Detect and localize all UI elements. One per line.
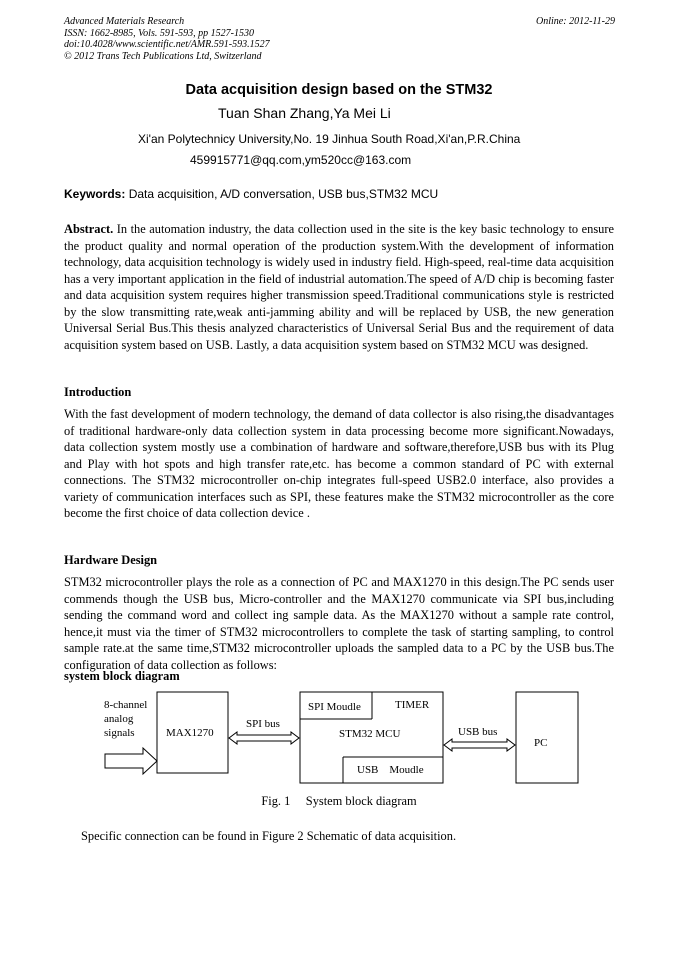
spi-bus-label: SPI bus <box>246 718 280 730</box>
input-label-line2: analog <box>104 713 134 725</box>
input-label-line1: 8-channel <box>104 699 148 711</box>
keywords-label: Keywords: <box>64 187 126 201</box>
copyright: © 2012 Trans Tech Publications Ltd, Switzerland <box>64 50 262 62</box>
hardware-text: STM32 microcontroller plays the role as a connection of PC and MAX1270 in this design.The PC sends user commends though the USB bus, Micro-controller and the MAX1270 communicate via SPI bus,including sending the command word and collect ing sample data. As the MAX1270 without a sample rate control, hence,it must via the timer of STM32 microcontrollers to complete the task of starting sampling, to control sample rate.at the same time,STM32 microcontroller uploads the sampled data to a PC by the USB bus.The configuration of data collection as follows: <box>64 575 614 672</box>
abstract-label: Abstract. <box>64 222 114 236</box>
usb-bus-label: USB bus <box>458 726 498 738</box>
spi-module-label: SPI Moudle <box>308 701 361 713</box>
mcu-label: STM32 MCU <box>339 728 401 740</box>
introduction-heading: Introduction <box>64 385 132 399</box>
doi: doi:10.4028/www.scientific.net/AMR.591-593.1527 <box>64 39 270 50</box>
figure-caption: Fig. 1 System block diagram <box>261 794 417 808</box>
block-diagram-subheading: system block diagram <box>64 669 180 683</box>
affiliation: Xi'an Polytechnicy University,No. 19 Jinhua South Road,Xi'an,P.R.China <box>138 132 521 146</box>
abstract-text: In the automation industry, the data collection used in the site is the key basic technology to ensure the product quality and normal operation of the production system.With the development of information technology, data acquisition technology is widely used in industry field. High-speed, real-time data acquisition has a very important application in the field of industrial automation.The speed of A/D chip is becoming faster and data acquisition system requires higher transmission speed.Traditional communications style is restricted by the slow transmitting rate,weak anti-jamming ability and will be replaced by USB, the new generation Universal Serial Bus.This thesis analyzed characteristics of Universal Serial Bus and the requirement of data acquisition system based on USB. Lastly, a data acquisition system based on STM32 MCU was designed. <box>64 222 614 352</box>
input-arrow-icon <box>105 748 157 774</box>
paper-title: Data acquisition design based on the STM32 <box>185 82 493 98</box>
max1270-label: MAX1270 <box>166 727 214 739</box>
usb-module-label: USB Moudle <box>357 764 424 776</box>
usb-bus-arrow-icon <box>444 739 515 751</box>
timer-label: TIMER <box>395 699 430 711</box>
online-date: Online: 2012-11-29 <box>536 16 615 27</box>
closing-sentence: Specific connection can be found in Figure 2 Schematic of data acquisition. <box>81 829 457 843</box>
input-label-line3: signals <box>104 727 135 739</box>
keywords-text: Data acquisition, A/D conversation, USB bus,STM32 MCU <box>125 187 439 201</box>
authors: Tuan Shan Zhang,Ya Mei Li <box>218 105 391 121</box>
issn: ISSN: 1662-8985, Vols. 591-593, pp 1527-1530 <box>64 27 254 39</box>
pc-label: PC <box>534 737 548 749</box>
spi-bus-arrow-icon <box>229 732 299 744</box>
hardware-heading: Hardware Design <box>64 553 158 567</box>
introduction-text: With the fast development of modern technology, the demand of data collector is also rising,the disadvantages of traditional hardware-only data collection system in data processing become more significant.Nowadays, data collection system mostly use a combination of hardware and software,therefore,USB bus with its Plug and Play with hot spots and high transfer rate,etc. has become a common standard of PC with external connections. The STM32 microcontroller on-chip integrates full-speed USB2.0 interface, also provides a variety of communication interfaces such as SPI, these features make the STM32 microcontroller as the core become the first choice of data collection device . <box>64 407 614 520</box>
journal-name: Advanced Materials Research <box>64 16 185 27</box>
emails: 459915771@qq.com,ym520cc@163.com <box>190 153 412 167</box>
